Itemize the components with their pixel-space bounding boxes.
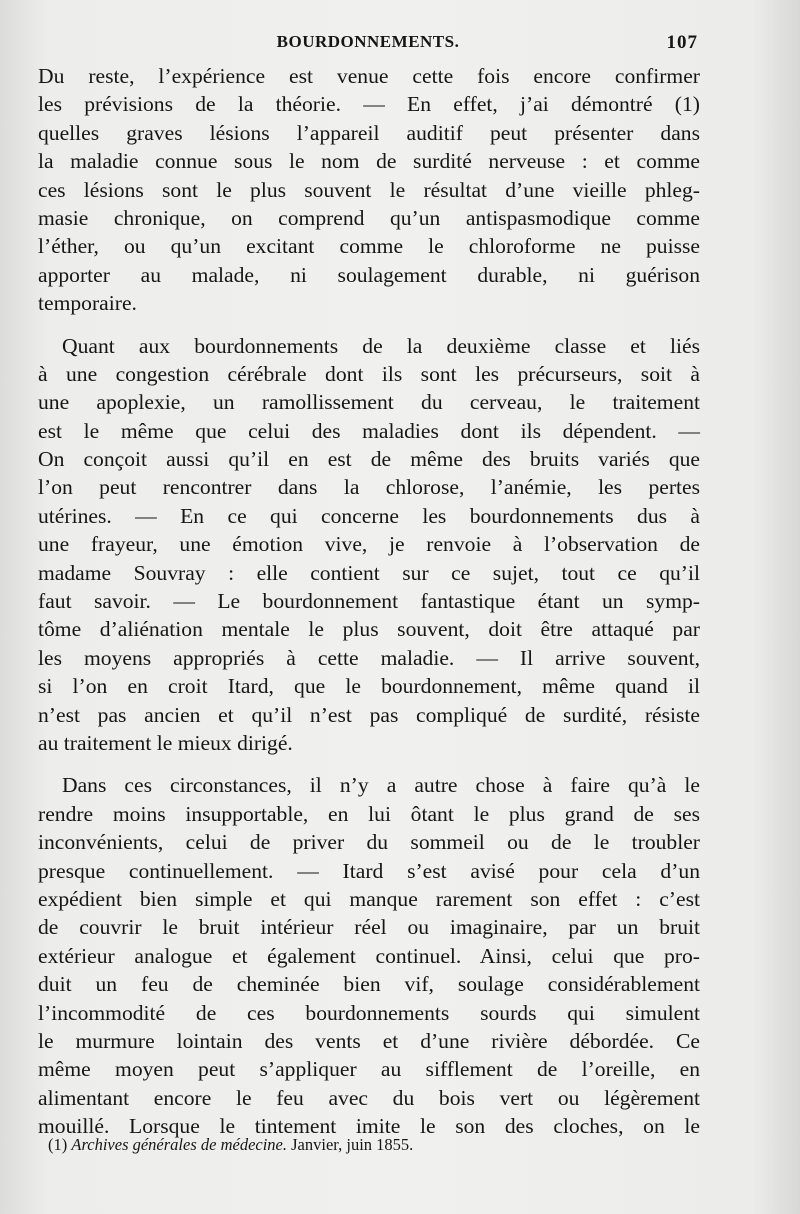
text-line: expédient bien simple et qui manque rarement son effet : c’est [38, 886, 700, 911]
text-line: si l’on en croit Itard, que le bourdonnement, même quand il [38, 674, 700, 699]
page-number: 107 [666, 32, 698, 53]
text-line: une apoplexie, un ramollissement du cerveau, le traitement [38, 390, 700, 415]
body-text [38, 62, 700, 1140]
paragraph-gap [38, 318, 700, 332]
text-line: presque continuellement. — Itard s’est avisé pour cela d’un [38, 858, 700, 883]
paragraph-1 [38, 62, 700, 318]
footnote-date: Janvier, juin 1855. [291, 1135, 414, 1154]
text-line: tôme d’aliénation mentale le plus souvent, doit être attaqué par [38, 617, 700, 642]
text-line: quelles graves lésions l’appareil auditif peut présenter dans [38, 120, 700, 145]
text-line: même moyen peut s’appliquer au sifflement de l’oreille, en [38, 1057, 700, 1082]
text-line: Du reste, l’expérience est venue cette fois encore confirmer [38, 64, 700, 88]
running-head [38, 32, 698, 58]
text-line: extérieur analogue et également continuel. Ainsi, celui que pro- [38, 943, 700, 968]
paragraph-gap [38, 757, 700, 771]
text-line: masie chronique, on comprend qu’un antispasmodique comme [38, 205, 700, 230]
text-line: les prévisions de la théorie. — En effet, j’ai démontré (1) [38, 92, 700, 117]
text-line: au traitement le mieux dirigé. [38, 730, 293, 755]
text-line: les moyens appropriés à cette maladie. — Il arrive souvent, [38, 645, 700, 670]
text-line: ces lésions sont le plus souvent le résultat d’une vieille phleg- [38, 177, 700, 202]
text-line: l’éther, ou qu’un excitant comme le chloroforme ne puisse [38, 234, 700, 259]
text-line: rendre moins insupportable, en lui ôtant le plus grand de ses [38, 801, 700, 826]
text-line: temporaire. [38, 291, 137, 316]
paragraph-2 [38, 332, 700, 758]
footnote [48, 1134, 688, 1156]
text-line: n’est pas ancien et qu’il n’est pas compliqué de surdité, résiste [38, 702, 700, 727]
text-line: apporter au malade, ni soulagement durable, ni guérison [38, 262, 700, 287]
text-line: de couvrir le bruit intérieur réel ou imaginaire, par un bruit [38, 915, 700, 940]
text-line: faut savoir. — Le bourdonnement fantastique étant un symp- [38, 589, 700, 614]
paragraph-3 [38, 771, 700, 1140]
text-line: inconvénients, celui de priver du sommeil ou de le troubler [38, 830, 700, 855]
text-line: l’incommodité de ces bourdonnements sourds qui simulent [38, 1000, 700, 1025]
text-line: est le même que celui des maladies dont ils dépendent. — [38, 418, 700, 443]
text-line: alimentant encore le feu avec du bois vert ou légèrement [38, 1085, 700, 1110]
text-line: la maladie connue sous le nom de surdité nerveuse : et comme [38, 149, 700, 174]
text-line: utérines. — En ce qui concerne les bourdonnements dus à [38, 503, 700, 528]
text-line: mouillé. Lorsque le tintement imite le son des cloches, on le [38, 1114, 700, 1139]
text-line: On conçoit aussi qu’il en est de même des bruits variés que [38, 447, 700, 472]
footnote-marker: (1) [48, 1135, 68, 1154]
footnote-title: Archives générales de médecine. [71, 1135, 288, 1154]
text-line: l’on peut rencontrer dans la chlorose, l’anémie, les pertes [38, 475, 700, 500]
text-line: une frayeur, une émotion vive, je renvoie à l’observation de [38, 532, 700, 557]
text-line: Quant aux bourdonnements de la deuxième classe et liés [62, 333, 700, 358]
text-line: le murmure lointain des vents et d’une rivière débordée. Ce [38, 1028, 700, 1053]
text-line: Dans ces circonstances, il n’y a autre chose à faire qu’à le [62, 773, 700, 798]
text-line: duit un feu de cheminée bien vif, soulage considérablement [38, 972, 700, 997]
text-line: à une congestion cérébrale dont ils sont les précurseurs, soit à [38, 361, 700, 386]
text-line: madame Souvray : elle contient sur ce sujet, tout ce qu’il [38, 560, 700, 585]
running-title: BOURDONNEMENTS. [276, 32, 460, 51]
